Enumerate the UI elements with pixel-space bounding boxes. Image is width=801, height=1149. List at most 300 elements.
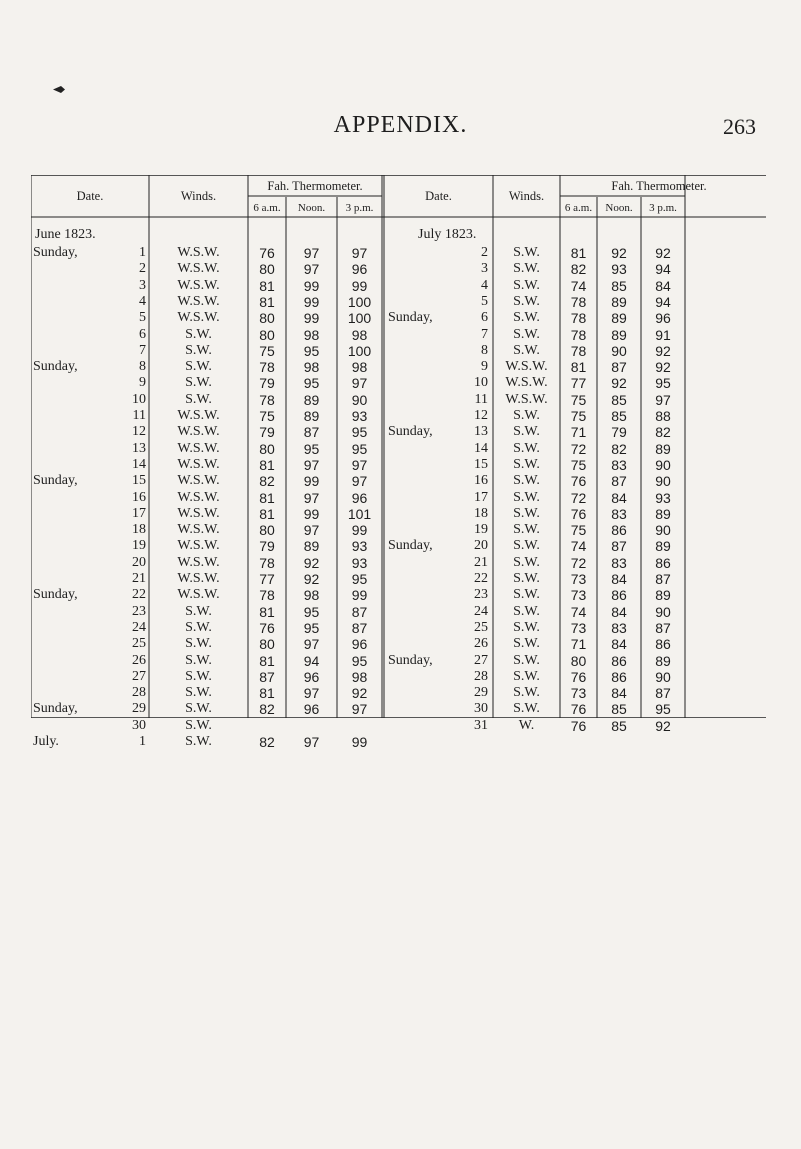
row-wind: S.W. bbox=[185, 326, 212, 342]
row-wind: S.W. bbox=[513, 489, 540, 505]
row-noon: 87 bbox=[611, 359, 627, 376]
printer-mark-icon bbox=[53, 86, 65, 93]
row-3pm: 98 bbox=[351, 326, 368, 343]
row-noon: 89 bbox=[611, 293, 627, 310]
row-6am: 80 bbox=[259, 310, 275, 327]
row-wind: W.S.W. bbox=[177, 489, 220, 505]
row-day: 15 bbox=[132, 473, 146, 489]
row-noon: 98 bbox=[303, 326, 320, 343]
month-label-july: July 1823. bbox=[418, 227, 477, 242]
row-day: 11 bbox=[132, 408, 146, 423]
row-3pm: 87 bbox=[351, 603, 368, 620]
row-6am: 72 bbox=[570, 554, 587, 571]
row-label: July. bbox=[33, 734, 59, 749]
row-3pm: 93 bbox=[351, 408, 368, 424]
row-6am: 74 bbox=[570, 277, 587, 294]
row-wind: S.W. bbox=[513, 326, 540, 342]
row-noon: 89 bbox=[611, 326, 627, 343]
row-wind: W.S.W. bbox=[177, 587, 220, 603]
row-wind: S.W. bbox=[185, 391, 212, 407]
row-3pm: 89 bbox=[655, 440, 671, 457]
row-noon: 95 bbox=[303, 375, 320, 392]
row-wind: S.W. bbox=[513, 424, 540, 440]
row-6am: 76 bbox=[259, 619, 275, 636]
row-3pm: 87 bbox=[655, 619, 671, 636]
row-wind: W.S.W. bbox=[177, 440, 220, 456]
row-noon: 97 bbox=[303, 522, 320, 539]
row-day: 19 bbox=[132, 538, 146, 554]
row-noon: 92 bbox=[611, 245, 627, 261]
row-3pm: 93 bbox=[351, 554, 368, 571]
row-day: 11 bbox=[474, 391, 488, 407]
row-3pm: 90 bbox=[655, 603, 671, 620]
row-3pm: 89 bbox=[655, 505, 671, 522]
row-wind: S.W. bbox=[513, 310, 540, 326]
row-wind: S.W. bbox=[513, 571, 540, 586]
row-6am: 78 bbox=[259, 554, 275, 571]
row-6am: 81 bbox=[259, 685, 275, 702]
row-day: 12 bbox=[474, 408, 488, 423]
row-3pm: 92 bbox=[655, 245, 671, 261]
row-3pm: 95 bbox=[351, 440, 368, 457]
row-noon: 83 bbox=[611, 619, 627, 636]
row-noon: 87 bbox=[611, 538, 627, 555]
row-label: Sunday, bbox=[33, 359, 78, 375]
row-noon: 86 bbox=[611, 522, 627, 539]
row-6am: 78 bbox=[570, 293, 587, 310]
row-day: 5 bbox=[139, 310, 146, 326]
row-3pm: 96 bbox=[351, 489, 368, 506]
row-noon: 87 bbox=[303, 424, 320, 441]
row-6am: 82 bbox=[259, 734, 275, 750]
row-noon: 92 bbox=[303, 571, 320, 587]
row-day: 14 bbox=[474, 440, 488, 456]
row-label: Sunday, bbox=[33, 587, 78, 603]
row-day: 20 bbox=[132, 554, 146, 570]
row-6am: 75 bbox=[570, 522, 587, 539]
row-noon: 84 bbox=[611, 571, 627, 587]
row-wind: S.W. bbox=[513, 668, 540, 684]
row-wind: W.S.W. bbox=[177, 538, 220, 554]
row-noon: 79 bbox=[611, 424, 627, 441]
row-day: 16 bbox=[474, 473, 488, 489]
row-day: 6 bbox=[481, 310, 488, 326]
row-day: 22 bbox=[132, 587, 146, 603]
row-wind: S.W. bbox=[513, 245, 540, 260]
row-wind: S.W. bbox=[513, 408, 540, 423]
row-noon: 95 bbox=[303, 342, 320, 359]
row-6am: 80 bbox=[259, 326, 275, 343]
row-wind: W.S.W. bbox=[177, 505, 220, 521]
row-day: 24 bbox=[132, 619, 146, 635]
row-noon: 97 bbox=[303, 636, 320, 653]
row-6am: 76 bbox=[570, 717, 587, 734]
row-day: 26 bbox=[132, 652, 146, 668]
header-thermometer-left: Fah. Thermometer. bbox=[267, 179, 363, 193]
header-winds-right: Winds. bbox=[508, 189, 545, 203]
row-3pm: 98 bbox=[351, 668, 368, 685]
row-6am: 76 bbox=[259, 245, 275, 261]
row-noon: 87 bbox=[611, 473, 627, 490]
row-day: 7 bbox=[139, 342, 146, 358]
row-6am: 75 bbox=[570, 408, 587, 424]
row-wind: S.W. bbox=[513, 505, 540, 521]
row-wind: S.W. bbox=[185, 685, 212, 701]
row-3pm: 84 bbox=[655, 277, 671, 294]
header-3pm-left: 3 p.m. bbox=[345, 202, 374, 214]
row-3pm: 99 bbox=[351, 277, 368, 294]
row-6am: 81 bbox=[259, 489, 275, 506]
row-noon: 84 bbox=[611, 489, 627, 506]
row-wind: W.S.W. bbox=[177, 571, 220, 586]
row-noon: 99 bbox=[303, 505, 320, 522]
row-day: 17 bbox=[132, 505, 146, 521]
row-wind: S.W. bbox=[513, 277, 540, 293]
row-day: 30 bbox=[474, 701, 488, 717]
row-noon: 85 bbox=[611, 408, 627, 424]
row-3pm: 90 bbox=[655, 668, 671, 685]
header-3pm-right: 3 p.m. bbox=[649, 202, 677, 214]
row-3pm: 88 bbox=[655, 408, 671, 424]
row-6am: 74 bbox=[570, 603, 587, 620]
row-6am: 80 bbox=[259, 522, 275, 539]
row-6am: 78 bbox=[570, 310, 587, 327]
row-day: 8 bbox=[139, 359, 146, 375]
row-noon: 90 bbox=[611, 342, 627, 359]
row-3pm: 86 bbox=[655, 636, 671, 653]
row-wind: W.S.W. bbox=[505, 375, 548, 391]
row-3pm: 94 bbox=[655, 261, 671, 278]
row-3pm: 94 bbox=[655, 293, 671, 310]
row-wind: W.S.W. bbox=[505, 391, 548, 407]
row-day: 30 bbox=[132, 717, 146, 733]
row-wind: W.S.W. bbox=[177, 245, 220, 260]
row-3pm: 92 bbox=[655, 359, 671, 376]
row-day: 24 bbox=[474, 603, 488, 619]
row-wind: W.S.W. bbox=[177, 473, 220, 489]
row-6am: 71 bbox=[570, 424, 587, 441]
row-3pm: 97 bbox=[351, 456, 368, 473]
header-thermometer-right: Fah. Thermometer. bbox=[611, 179, 707, 193]
row-6am: 79 bbox=[259, 538, 275, 555]
row-3pm: 90 bbox=[655, 522, 671, 539]
row-noon: 97 bbox=[303, 245, 320, 261]
row-noon: 98 bbox=[303, 359, 320, 376]
row-6am: 81 bbox=[259, 603, 275, 620]
row-noon: 97 bbox=[303, 456, 320, 473]
row-wind: S.W. bbox=[185, 701, 212, 717]
row-noon: 95 bbox=[303, 440, 320, 457]
row-6am: 75 bbox=[570, 456, 587, 473]
row-day: 28 bbox=[474, 668, 488, 684]
row-6am: 79 bbox=[259, 424, 275, 441]
row-noon: 99 bbox=[303, 293, 320, 310]
row-3pm: 97 bbox=[351, 473, 368, 490]
row-wind: W.S.W. bbox=[177, 310, 220, 326]
row-6am: 79 bbox=[259, 375, 275, 392]
row-3pm: 95 bbox=[351, 571, 368, 587]
row-3pm: 89 bbox=[655, 652, 671, 669]
row-wind: S.W. bbox=[513, 619, 540, 635]
row-6am: 78 bbox=[570, 326, 587, 343]
row-noon: 85 bbox=[611, 717, 627, 734]
row-noon: 92 bbox=[303, 554, 320, 571]
row-6am: 71 bbox=[570, 636, 587, 653]
row-3pm: 90 bbox=[655, 456, 671, 473]
row-day: 25 bbox=[132, 636, 146, 652]
row-noon: 82 bbox=[611, 440, 627, 457]
row-3pm: 87 bbox=[351, 619, 368, 636]
row-3pm: 96 bbox=[655, 310, 671, 327]
row-day: 21 bbox=[132, 571, 146, 586]
row-wind: S.W. bbox=[185, 603, 212, 619]
row-noon: 98 bbox=[303, 587, 320, 604]
row-noon: 85 bbox=[611, 391, 627, 408]
row-day: 1 bbox=[139, 245, 146, 260]
row-wind: S.W. bbox=[185, 359, 212, 375]
row-label: Sunday, bbox=[388, 538, 433, 554]
row-day: 16 bbox=[132, 489, 146, 505]
row-wind: W.S.W. bbox=[177, 293, 220, 309]
row-noon: 83 bbox=[611, 505, 627, 522]
row-noon: 92 bbox=[611, 375, 627, 392]
row-label: Sunday, bbox=[33, 245, 78, 260]
row-day: 12 bbox=[132, 424, 146, 440]
row-noon: 89 bbox=[303, 538, 320, 555]
row-3pm: 100 bbox=[347, 293, 372, 310]
row-3pm: 92 bbox=[655, 717, 671, 734]
row-noon: 97 bbox=[303, 685, 320, 702]
row-3pm: 92 bbox=[351, 685, 368, 702]
row-wind: W.S.W. bbox=[177, 424, 220, 440]
row-6am: 78 bbox=[259, 391, 275, 408]
row-6am: 77 bbox=[570, 375, 587, 392]
row-day: 13 bbox=[132, 440, 146, 456]
row-3pm: 92 bbox=[655, 342, 671, 359]
row-3pm: 90 bbox=[655, 473, 671, 490]
row-3pm: 95 bbox=[655, 701, 671, 718]
row-wind: S.W. bbox=[513, 701, 540, 717]
row-wind: S.W. bbox=[513, 554, 540, 570]
row-day: 4 bbox=[139, 293, 146, 309]
header-6am-left: 6 a.m. bbox=[253, 202, 281, 214]
row-noon: 85 bbox=[611, 277, 627, 294]
row-noon: 84 bbox=[611, 603, 627, 620]
row-wind: S.W. bbox=[513, 603, 540, 619]
row-6am: 78 bbox=[259, 587, 275, 604]
row-day: 27 bbox=[474, 652, 488, 668]
row-6am: 78 bbox=[259, 359, 275, 376]
row-noon: 89 bbox=[303, 408, 320, 424]
row-day: 23 bbox=[474, 587, 488, 603]
page-title: APPENDIX. bbox=[333, 112, 468, 138]
row-noon: 99 bbox=[303, 277, 320, 294]
row-3pm: 95 bbox=[655, 375, 671, 392]
row-6am: 73 bbox=[570, 685, 587, 702]
row-day: 13 bbox=[474, 424, 488, 440]
header-date-right: Date. bbox=[425, 189, 452, 203]
month-label-june: June 1823. bbox=[35, 227, 96, 242]
row-noon: 83 bbox=[611, 554, 627, 571]
row-day: 4 bbox=[481, 277, 488, 293]
row-wind: S.W. bbox=[513, 538, 540, 554]
row-3pm: 87 bbox=[655, 571, 671, 587]
row-day: 3 bbox=[139, 277, 146, 293]
row-noon: 95 bbox=[303, 619, 320, 636]
row-3pm: 93 bbox=[351, 538, 368, 555]
row-day: 18 bbox=[474, 505, 488, 521]
row-3pm: 96 bbox=[351, 261, 368, 278]
row-6am: 82 bbox=[570, 261, 587, 278]
row-wind: S.W. bbox=[513, 685, 540, 701]
row-wind: W.S.W. bbox=[177, 456, 220, 472]
header-winds-left: Winds. bbox=[180, 189, 217, 203]
row-6am: 78 bbox=[570, 342, 587, 359]
row-6am: 75 bbox=[259, 408, 275, 424]
row-day: 14 bbox=[132, 456, 146, 472]
row-day: 23 bbox=[132, 603, 146, 619]
row-day: 10 bbox=[474, 375, 488, 391]
row-3pm: 97 bbox=[351, 245, 368, 261]
row-noon: 99 bbox=[303, 310, 320, 327]
weather-table bbox=[31, 175, 766, 750]
row-wind: W.S.W. bbox=[177, 554, 220, 570]
row-6am: 81 bbox=[259, 505, 275, 522]
row-noon: 84 bbox=[611, 685, 627, 702]
row-noon: 97 bbox=[303, 734, 320, 750]
row-day: 3 bbox=[481, 261, 488, 277]
row-wind: S.W. bbox=[513, 652, 540, 668]
row-wind: S.W. bbox=[513, 293, 540, 309]
row-label: Sunday, bbox=[33, 473, 78, 489]
row-wind: W.S.W. bbox=[177, 408, 220, 423]
row-3pm: 97 bbox=[351, 375, 368, 392]
row-noon: 85 bbox=[611, 701, 627, 718]
row-6am: 81 bbox=[259, 293, 275, 310]
row-6am: 81 bbox=[570, 359, 587, 376]
header-6am-right: 6 a.m. bbox=[564, 202, 593, 214]
header-date-left: Date. bbox=[76, 189, 104, 203]
row-noon: 93 bbox=[611, 261, 627, 278]
row-noon: 99 bbox=[303, 473, 320, 490]
row-3pm: 99 bbox=[351, 587, 368, 604]
row-6am: 73 bbox=[570, 587, 587, 604]
row-3pm: 90 bbox=[351, 391, 368, 408]
row-6am: 80 bbox=[259, 636, 275, 653]
row-wind: S.W. bbox=[185, 636, 212, 652]
row-day: 29 bbox=[474, 685, 488, 701]
row-day: 17 bbox=[474, 489, 488, 505]
header-noon-left: Noon. bbox=[297, 202, 326, 214]
row-6am: 74 bbox=[570, 538, 587, 555]
row-day: 21 bbox=[474, 554, 488, 570]
page-header bbox=[0, 112, 801, 152]
row-3pm: 99 bbox=[351, 522, 368, 539]
row-day: 28 bbox=[132, 685, 146, 701]
row-3pm: 97 bbox=[655, 391, 671, 408]
row-3pm: 93 bbox=[655, 489, 671, 506]
row-6am: 80 bbox=[259, 440, 275, 457]
row-label: Sunday, bbox=[33, 701, 78, 717]
row-3pm: 97 bbox=[351, 701, 368, 718]
row-6am: 82 bbox=[259, 701, 275, 718]
row-3pm: 91 bbox=[655, 326, 671, 343]
row-noon: 89 bbox=[303, 391, 320, 408]
row-3pm: 89 bbox=[655, 587, 671, 604]
row-wind: S.W. bbox=[513, 261, 540, 277]
row-6am: 72 bbox=[570, 489, 587, 506]
row-6am: 76 bbox=[570, 701, 587, 718]
row-noon: 96 bbox=[303, 701, 320, 718]
row-6am: 82 bbox=[259, 473, 275, 490]
row-6am: 81 bbox=[259, 456, 275, 473]
row-noon: 84 bbox=[611, 636, 627, 653]
row-wind: S.W. bbox=[513, 473, 540, 489]
row-noon: 94 bbox=[303, 652, 320, 669]
row-label: Sunday, bbox=[388, 652, 433, 668]
row-wind: S.W. bbox=[185, 375, 212, 391]
row-wind: S.W. bbox=[185, 619, 212, 635]
row-3pm: 82 bbox=[655, 424, 671, 441]
row-3pm: 101 bbox=[347, 505, 372, 522]
row-6am: 73 bbox=[570, 571, 587, 587]
row-wind: W.S.W. bbox=[177, 277, 220, 293]
row-wind: W.S.W. bbox=[177, 261, 220, 277]
row-6am: 75 bbox=[570, 391, 587, 408]
row-wind: S.W. bbox=[185, 342, 212, 358]
row-day: 8 bbox=[481, 342, 488, 358]
row-wind: S.W. bbox=[513, 522, 540, 538]
row-wind: W.S.W. bbox=[177, 522, 220, 538]
row-6am: 81 bbox=[259, 652, 275, 669]
row-day: 1 bbox=[139, 734, 146, 749]
row-wind: W. bbox=[518, 717, 535, 733]
row-3pm: 99 bbox=[351, 734, 368, 750]
row-6am: 77 bbox=[259, 571, 275, 587]
row-noon: 96 bbox=[303, 668, 320, 685]
row-6am: 72 bbox=[570, 440, 587, 457]
row-day: 7 bbox=[481, 326, 488, 342]
row-noon: 95 bbox=[303, 603, 320, 620]
row-6am: 76 bbox=[570, 668, 587, 685]
row-wind: S.W. bbox=[513, 636, 540, 652]
row-label: Sunday, bbox=[388, 310, 433, 326]
row-noon: 83 bbox=[611, 456, 627, 473]
row-6am: 80 bbox=[259, 261, 275, 278]
row-day: 15 bbox=[474, 456, 488, 472]
row-day: 2 bbox=[481, 245, 488, 260]
row-noon: 86 bbox=[611, 668, 627, 685]
row-3pm: 95 bbox=[351, 424, 368, 441]
row-3pm: 98 bbox=[351, 359, 368, 376]
header-noon-right: Noon. bbox=[605, 202, 633, 214]
row-day: 6 bbox=[139, 326, 146, 342]
row-6am: 75 bbox=[259, 342, 275, 359]
row-noon: 97 bbox=[303, 489, 320, 506]
row-day: 22 bbox=[474, 571, 488, 586]
row-3pm: 87 bbox=[655, 685, 671, 702]
row-day: 19 bbox=[474, 522, 488, 538]
row-6am: 87 bbox=[259, 668, 275, 685]
row-day: 2 bbox=[139, 261, 146, 277]
row-wind: S.W. bbox=[185, 652, 212, 668]
row-6am: 81 bbox=[259, 277, 275, 294]
row-3pm: 86 bbox=[655, 554, 671, 571]
row-noon: 97 bbox=[303, 261, 320, 278]
row-wind: S.W. bbox=[513, 440, 540, 456]
row-wind: W.S.W. bbox=[505, 359, 548, 375]
row-wind: S.W. bbox=[185, 717, 212, 733]
